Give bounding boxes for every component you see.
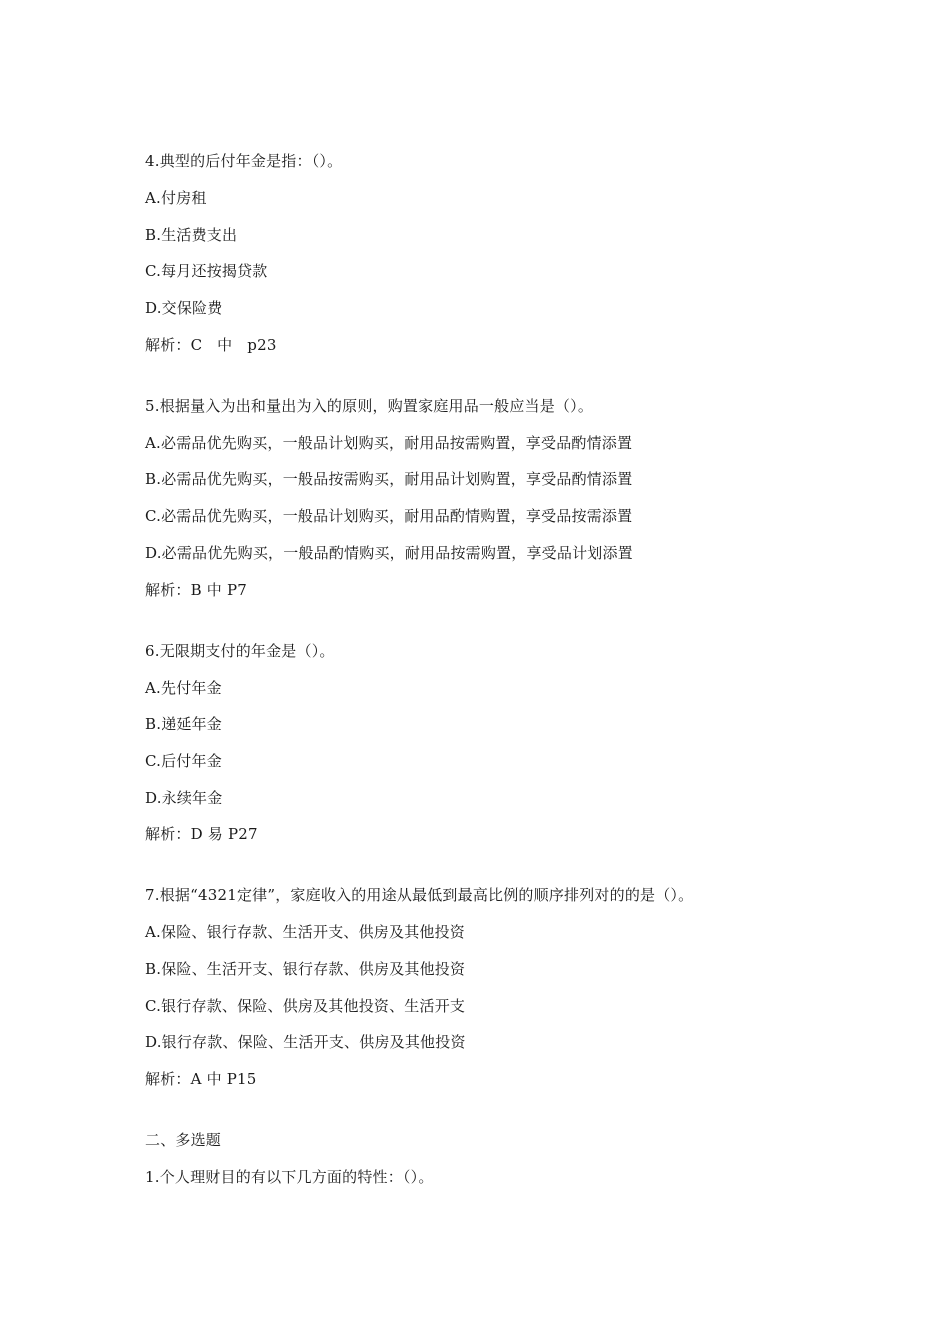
question-6-option-b: B.递延年金 xyxy=(145,715,222,733)
question-4-analysis: 解析：C 中 p23 xyxy=(145,336,277,354)
question-6-text: 6.无限期支付的年金是（）。 xyxy=(145,642,335,660)
question-7-option-b: B.保险、生活开支、银行存款、供房及其他投资 xyxy=(145,960,466,978)
question-7-option-a: A.保险、银行存款、生活开支、供房及其他投资 xyxy=(145,923,466,941)
question-7-analysis: 解析：A 中 P15 xyxy=(145,1070,257,1088)
section-heading-multiple-choice: 二、多选题 xyxy=(145,1131,222,1149)
question-6-option-c: C.后付年金 xyxy=(145,752,222,770)
question-5-option-d: D.必需品优先购买，一般品酌情购买，耐用品按需购置，享受品计划添置 xyxy=(145,544,633,562)
question-5-option-c: C.必需品优先购买，一般品计划购买，耐用品酌情购置，享受品按需添置 xyxy=(145,507,633,525)
question-4-option-b: B.生活费支出 xyxy=(145,226,238,244)
question-5-analysis: 解析：B 中 P7 xyxy=(145,581,247,599)
question-4-option-c: C.每月还按揭贷款 xyxy=(145,262,268,280)
question-4-text: 4.典型的后付年金是指：（）。 xyxy=(145,152,343,170)
question-4-option-a: A.付房租 xyxy=(145,189,207,207)
question-6-option-d: D.永续年金 xyxy=(145,789,223,807)
question-6-analysis: 解析：D 易 P27 xyxy=(145,825,258,843)
question-7-option-d: D.银行存款、保险、生活开支、供房及其他投资 xyxy=(145,1033,466,1051)
question-5-option-a: A.必需品优先购买，一般品计划购买，耐用品按需购置，享受品酌情添置 xyxy=(145,434,633,452)
question-4-option-d: D.交保险费 xyxy=(145,299,223,317)
question-5-text: 5.根据量入为出和量出为入的原则，购置家庭用品一般应当是（）。 xyxy=(145,397,594,415)
section-2-question-1-text: 1.个人理财目的有以下几方面的特性：（）。 xyxy=(145,1168,434,1186)
question-6-option-a: A.先付年金 xyxy=(145,679,222,697)
question-7-option-c: C.银行存款、保险、供房及其他投资、生活开支 xyxy=(145,997,466,1015)
question-7-text: 7.根据“4321定律”，家庭收入的用途从最低到最高比例的顺序排列对的的是（）。 xyxy=(145,886,694,904)
question-5-option-b: B.必需品优先购买，一般品按需购买，耐用品计划购置，享受品酌情添置 xyxy=(145,470,633,488)
